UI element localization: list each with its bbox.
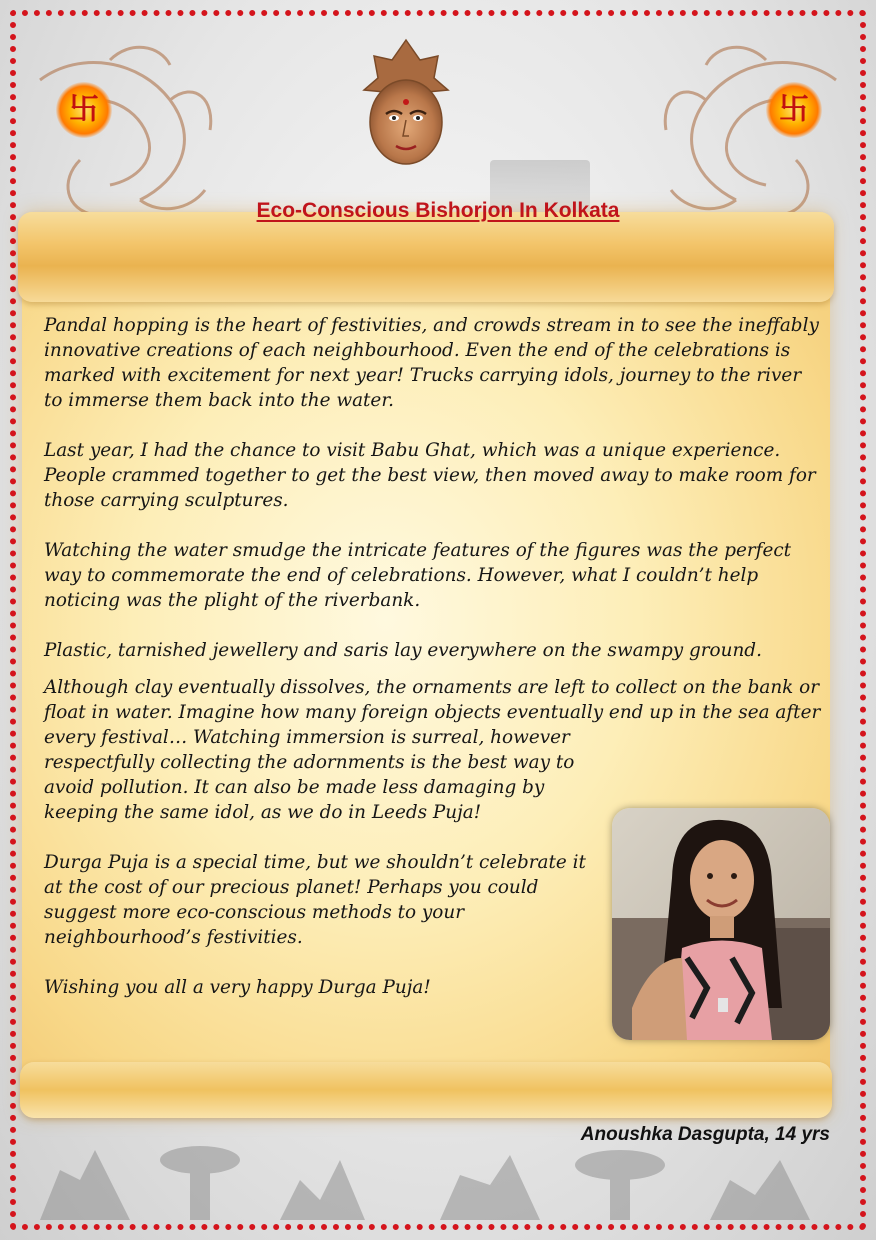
paragraph: Wishing you all a very happy Durga Puja! [44,977,431,998]
swastika-icon: 卐 [766,82,822,138]
paragraph: Pandal hopping is the heart of festivities, and crowds stream in to see the ineffably innovative creations of each neighbourhood. Even the end of the celebrations is marked with excitement for next year! Trucks carrying idols, journey to the river to immerse them back into the water. [44,315,819,411]
paragraph: Last year, I had the chance to visit Babu Ghat, which was a unique experience. People crammed together to get the best view, then moved away to make room for those carrying sculptures. [44,440,816,511]
author-signature: Anoushka Dasgupta, 14 yrs [580,1124,830,1145]
paragraph: respectfully collecting the adornments is the best way to avoid pollution. It can also be made less damaging by keeping the same idol, as we do in Leeds Puja! [44,752,575,823]
article-title: Eco-Conscious Bishorjon In Kolkata [256,199,620,222]
swastika-icon: 卐 [56,82,112,138]
author-photo [612,808,830,1040]
paragraph: Watching the water smudge the intricate features of the figures was the perfect way to commemorate the end of celebrations. However, what I couldn’t help noticing was the plight of the riverbank. [44,540,792,611]
paragraph: Durga Puja is a special time, but we shouldn’t celebrate it at the cost of our precious planet! Perhaps you could suggest more eco-conscious methods to your neighbourhood’s festivities. [44,852,586,948]
paragraph: Although clay eventually dissolves, the ornaments are left to collect on the bank or float in water. Imagine how many foreign objects eventually end up in the sea after every festival… Watching immersion is surreal, however [44,677,821,748]
paragraph: Plastic, tarnished jewellery and saris lay everywhere on the swampy ground. [44,640,762,661]
